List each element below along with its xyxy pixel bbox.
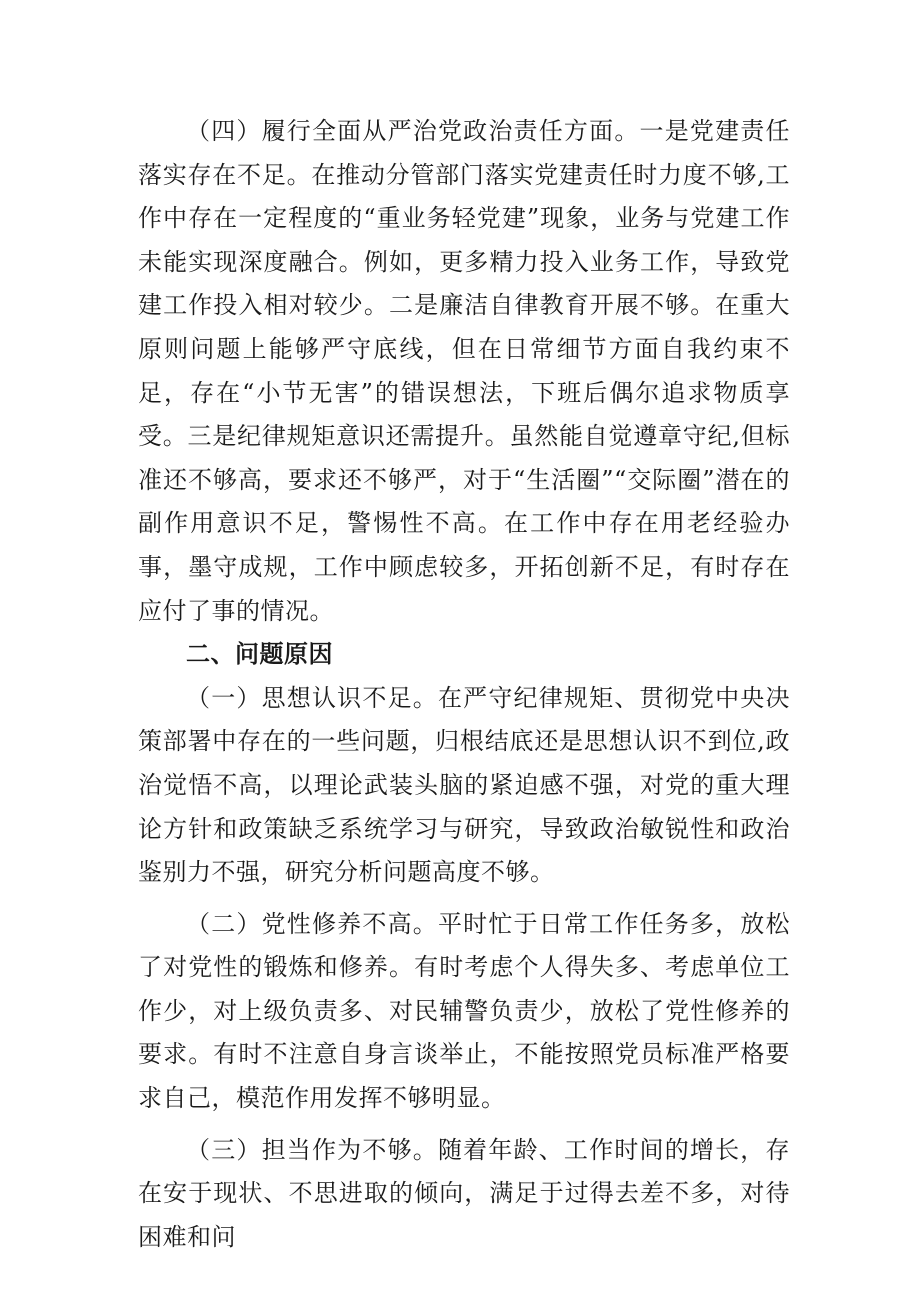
paragraph-responsibility-taking: （三）担当作为不够。随着年龄、工作时间的增长，存在安于现状、不思进取的倾向，满足于过得去差不多，对待困难和问 xyxy=(138,1135,790,1251)
paragraph-party-cultivation: （二）党性修养不高。平时忙于日常工作任务多，放松了对党性的锻炼和修养。有时考虑个人得失多、考虑单位工作少，对上级负责多、对民辅警负责少，放松了党性修养的要求。有时不注意自身言谈举止，不能按照党员标准严格要求自己，模范作用发挥不够明显。 xyxy=(138,909,790,1113)
paragraph-spacer xyxy=(138,895,790,903)
section-heading-causes: 二、问题原因 xyxy=(186,640,333,669)
paragraph-responsibility: （四）履行全面从严治党政治责任方面。一是党建责任落实存在不足。在推动分管部门落实党建责任时力度不够,工作中存在一定程度的“重业务轻党建”现象，业务与党建工作未能实现深度融合。例如，更多精力投入业务工作，导致党建工作投入相对较少。二是廉洁自律教育开展不够。在重大原则问题上能够严守底线，但在日常细节方面自我约束不足，存在“小节无害”的错误想法，下班后偶尔追求物质享受。三是纪律规矩意识还需提升。虽然能自觉遵章守纪,但标准还不够高，要求还不够严，对于“生活圈”“交际圈”潜在的副作用意识不足，警惕性不高。在工作中存在用老经验办事，墨守成规，工作中顾虑较多，开拓创新不足，有时存在应付了事的情况。 xyxy=(138,117,790,625)
paragraph-spacer xyxy=(138,1121,790,1129)
document-body xyxy=(138,110,790,1259)
paragraph-ideological-awareness: （一）思想认识不足。在严守纪律规矩、贯彻党中央决策部署中存在的一些问题，归根结底还是思想认识不到位,政治觉悟不高，以理论武装头脑的紧迫感不强，对党的重大理论方针和政策缺乏系统学习与研究，导致政治敏锐性和政治鉴别力不强，研究分析问题高度不够。 xyxy=(138,683,790,887)
